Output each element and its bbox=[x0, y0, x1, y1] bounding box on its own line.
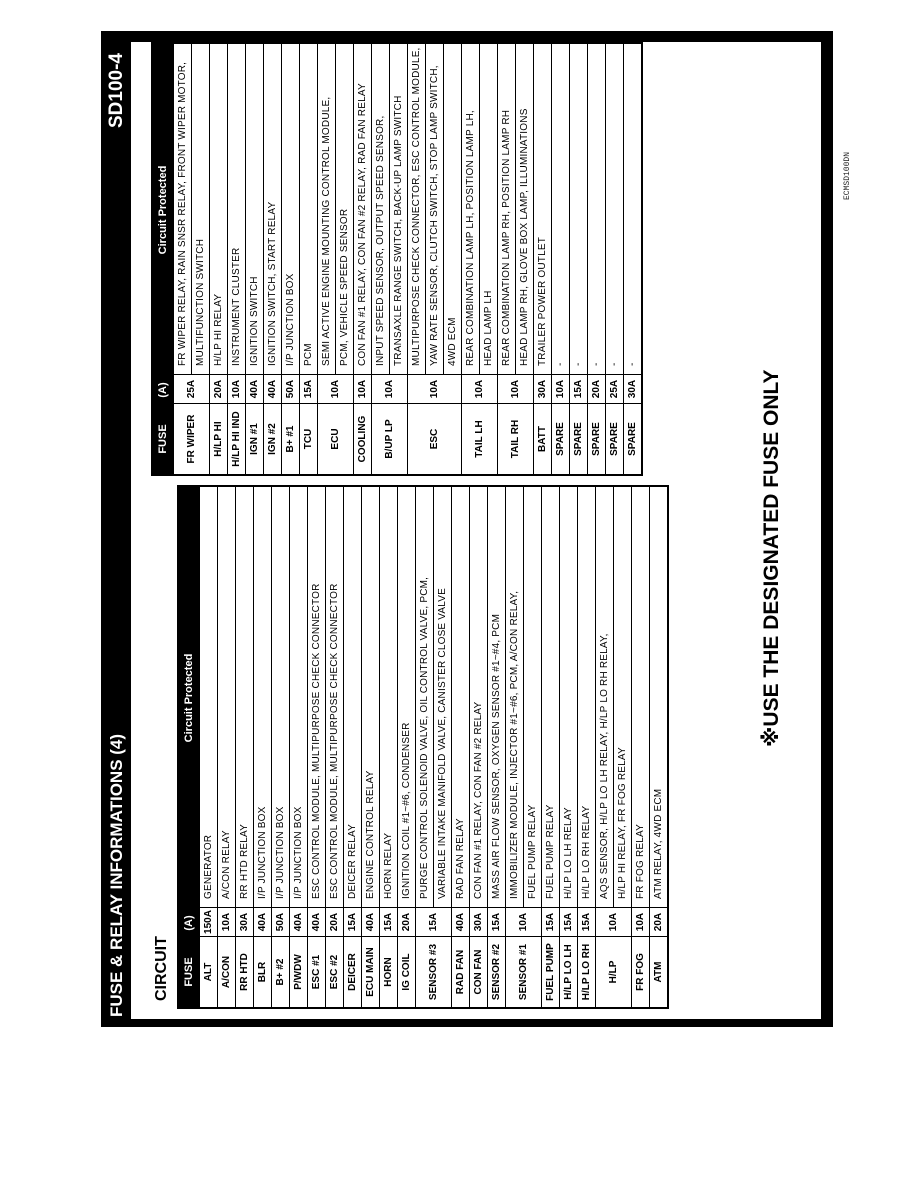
circuit-protected bbox=[408, 44, 461, 374]
fuse-amp: 10A bbox=[408, 374, 461, 403]
circuit-line: YAW RATE SENSOR, CLUTCH SWITCH, STOP LAMP SWITCH, bbox=[425, 44, 443, 374]
table-row bbox=[497, 44, 533, 474]
fuse-table-right bbox=[151, 42, 643, 476]
circuit-protected bbox=[174, 44, 209, 374]
table-row bbox=[289, 487, 307, 1007]
table-row bbox=[199, 487, 217, 1007]
fuse-name: ECU MAIN bbox=[362, 936, 379, 1007]
fuse-amp: 15A bbox=[542, 907, 559, 936]
circuit-line: - bbox=[555, 362, 566, 366]
fuse-name: RAD FAN bbox=[452, 936, 469, 1007]
fuse-name: ESC #2 bbox=[326, 936, 343, 1007]
fuse-name: ECU bbox=[318, 403, 353, 474]
header-fuse: FUSE bbox=[157, 424, 169, 454]
table-row bbox=[407, 44, 461, 474]
fuse-name: SPARE bbox=[588, 403, 605, 474]
fuse-amp: 10A bbox=[462, 374, 497, 403]
fuse-amp: 40A bbox=[246, 374, 263, 403]
fuse-amp: 20A bbox=[326, 907, 343, 936]
fuse-name: IGN #1 bbox=[246, 403, 263, 474]
circuit-line: VARIABLE INTAKE MANIFOLD VALVE, CANISTER CLOSE VALVE bbox=[433, 487, 451, 907]
table-row bbox=[541, 487, 559, 1007]
fuse-name: H/LP HI bbox=[210, 403, 227, 474]
table-row bbox=[505, 487, 541, 1007]
circuit-protected bbox=[282, 44, 299, 374]
fuse-name: SPARE bbox=[570, 403, 587, 474]
circuit-protected bbox=[308, 487, 325, 907]
circuit-protected bbox=[246, 44, 263, 374]
circuit-line: FR FOG RELAY bbox=[635, 823, 646, 899]
fuse-amp: 10A bbox=[318, 374, 353, 403]
circuit-protected bbox=[318, 44, 353, 374]
fuse-amp: 40A bbox=[308, 907, 325, 936]
circuit-line: DEICER RELAY bbox=[347, 823, 358, 899]
circuit-line: HORN RELAY bbox=[383, 832, 394, 899]
table-row bbox=[343, 487, 361, 1007]
fuse-name: ESC #1 bbox=[308, 936, 325, 1007]
fuse-amp: 15A bbox=[344, 907, 361, 936]
fuse-amp: 30A bbox=[236, 907, 253, 936]
circuit-protected bbox=[596, 487, 631, 907]
fuse-amp: 15A bbox=[380, 907, 397, 936]
circuit-protected bbox=[606, 44, 623, 374]
table-row bbox=[173, 44, 209, 474]
fuse-amp: 40A bbox=[362, 907, 379, 936]
table-row bbox=[299, 44, 317, 474]
table-row bbox=[325, 487, 343, 1007]
fuse-amp: 40A bbox=[254, 907, 271, 936]
table-row bbox=[361, 487, 379, 1007]
fuse-amp: 10A bbox=[228, 374, 245, 403]
circuit-line: GENERATOR bbox=[203, 834, 214, 899]
document-sheet bbox=[101, 31, 833, 1027]
fuse-amp: 15A bbox=[488, 907, 505, 936]
fuse-amp: 30A bbox=[624, 374, 641, 403]
circuit-line: CON FAN #1 RELAY, CON FAN #2 RELAY bbox=[473, 701, 484, 899]
fuse-name: ALT bbox=[200, 936, 217, 1007]
circuit-line: H/LP LO LH RELAY bbox=[563, 807, 574, 899]
table-header bbox=[153, 44, 173, 474]
table-row bbox=[587, 44, 605, 474]
table-row bbox=[605, 44, 623, 474]
circuit-protected bbox=[488, 487, 505, 907]
circuit-protected bbox=[380, 487, 397, 907]
table-row bbox=[217, 487, 235, 1007]
fuse-name: TAIL RH bbox=[498, 403, 533, 474]
circuit-line: IGNITION SWITCH bbox=[249, 276, 260, 366]
fuse-amp: 10A bbox=[596, 907, 631, 936]
circuit-line: I/P JUNCTION BOX bbox=[285, 273, 296, 366]
fuse-amp: 10A bbox=[218, 907, 235, 936]
header-amp: (A) bbox=[157, 382, 169, 398]
circuit-protected bbox=[344, 487, 361, 907]
circuit-line: ESC CONTROL MODULE, MULTIPURPOSE CHECK CONNECTOR bbox=[311, 583, 322, 899]
circuit-protected bbox=[534, 44, 551, 374]
fuse-name: TAIL LH bbox=[462, 403, 497, 474]
table-row bbox=[415, 487, 451, 1007]
table-row bbox=[631, 487, 649, 1007]
circuit-line: - bbox=[591, 362, 602, 366]
fuse-name: CON FAN bbox=[470, 936, 487, 1007]
fuse-name: FR FOG bbox=[632, 936, 649, 1007]
circuit-line: PCM, VEHICLE SPEED SENSOR bbox=[335, 44, 353, 374]
fuse-amp: 40A bbox=[290, 907, 307, 936]
table-row bbox=[487, 487, 505, 1007]
fuse-amp: 10A bbox=[498, 374, 533, 403]
circuit-line: IGNITION COIL #1~#6, CONDENSER bbox=[401, 722, 412, 899]
fuse-amp: 30A bbox=[534, 374, 551, 403]
header-fuse: FUSE bbox=[183, 957, 195, 987]
notice-text: ※USE THE DESIGNATED FUSE ONLY bbox=[760, 369, 783, 747]
fuse-amp: 10A bbox=[354, 374, 371, 403]
table-row bbox=[245, 44, 263, 474]
header-amp: (A) bbox=[183, 915, 195, 931]
circuit-protected bbox=[452, 487, 469, 907]
circuit-line: I/P JUNCTION BOX bbox=[275, 806, 286, 899]
circuit-protected bbox=[498, 44, 533, 374]
table-row bbox=[209, 44, 227, 474]
circuit-protected bbox=[272, 487, 289, 907]
fuse-name: SENSOR #3 bbox=[416, 936, 451, 1007]
circuit-protected bbox=[624, 44, 641, 374]
table-row bbox=[235, 487, 253, 1007]
fuse-amp: 50A bbox=[282, 374, 299, 403]
circuit-line: - bbox=[609, 362, 620, 366]
circuit-line: - bbox=[573, 362, 584, 366]
fuse-amp: 20A bbox=[588, 374, 605, 403]
fuse-name: SPARE bbox=[624, 403, 641, 474]
fuse-table-left bbox=[177, 485, 669, 1009]
table-row bbox=[569, 44, 587, 474]
table-row bbox=[271, 487, 289, 1007]
fuse-name: COOLING bbox=[354, 403, 371, 474]
circuit-line: - bbox=[627, 362, 638, 366]
table-row bbox=[281, 44, 299, 474]
circuit-line: ENGINE CONTROL RELAY bbox=[365, 770, 376, 899]
table-row bbox=[379, 487, 397, 1007]
circuit-line: MULTIPURPOSE CHECK CONNECTOR, ESC CONTROL MODULE, bbox=[411, 47, 422, 366]
table-row bbox=[559, 487, 577, 1007]
table-row bbox=[227, 44, 245, 474]
header-circuit: Circuit Protected bbox=[183, 653, 195, 743]
fuse-name: SPARE bbox=[552, 403, 569, 474]
circuit-protected bbox=[290, 487, 307, 907]
fuse-amp: 25A bbox=[606, 374, 623, 403]
table-row bbox=[623, 44, 641, 474]
fuse-amp: 20A bbox=[650, 907, 667, 936]
circuit-protected bbox=[470, 487, 487, 907]
circuit-protected bbox=[254, 487, 271, 907]
table-body-right bbox=[173, 44, 641, 474]
fuse-name: B+ #1 bbox=[282, 403, 299, 474]
circuit-line: I/P JUNCTION BOX bbox=[293, 806, 304, 899]
circuit-protected bbox=[228, 44, 245, 374]
circuit-line: PCM bbox=[303, 343, 314, 366]
circuit-line: REAR COMBINATION LAMP RH, POSITION LAMP RH bbox=[501, 109, 512, 366]
circuit-line: MULTIFUNCTION SWITCH bbox=[191, 44, 209, 374]
circuit-line: HEAD LAMP LH bbox=[479, 44, 497, 374]
table-row bbox=[595, 487, 631, 1007]
circuit-protected bbox=[588, 44, 605, 374]
circuit-line: MASS AIR FLOW SENSOR, OXYGEN SENSOR #1~#4, PCM bbox=[491, 613, 502, 899]
circuit-protected bbox=[416, 487, 451, 907]
fuse-name: B/UP LP bbox=[372, 403, 407, 474]
header-circuit: Circuit Protected bbox=[157, 165, 169, 255]
circuit-line: H/LP LO RH RELAY bbox=[581, 805, 592, 899]
table-row bbox=[397, 487, 415, 1007]
table-row bbox=[353, 44, 371, 474]
fuse-amp: 15A bbox=[578, 907, 595, 936]
fuse-amp: 150A bbox=[200, 907, 217, 936]
table-row bbox=[307, 487, 325, 1007]
fuse-name: SPARE bbox=[606, 403, 623, 474]
fuse-name: FR WIPER bbox=[174, 403, 209, 474]
circuit-protected bbox=[372, 44, 407, 374]
fuse-amp: 10A bbox=[632, 907, 649, 936]
circuit-protected bbox=[578, 487, 595, 907]
table-row bbox=[577, 487, 595, 1007]
circuit-line: TRANSAXLE RANGE SWITCH, BACK-UP LAMP SWITCH bbox=[389, 44, 407, 374]
fuse-name: FUEL PUMP bbox=[542, 936, 559, 1007]
circuit-line: HEAD LAMP RH, GLOVE BOX LAMP, ILLUMINATIONS bbox=[515, 44, 533, 374]
circuit-protected bbox=[462, 44, 497, 374]
fuse-name: B+ #2 bbox=[272, 936, 289, 1007]
fuse-name: P/WDW bbox=[290, 936, 307, 1007]
circuit-line: CON FAN #1 RELAY, CON FAN #2 RELAY, RAD FAN RELAY bbox=[357, 83, 368, 366]
fuse-name: BLR bbox=[254, 936, 271, 1007]
circuit-protected bbox=[236, 487, 253, 907]
fuse-name: TCU bbox=[300, 403, 317, 474]
circuit-line: FUEL PUMP RELAY bbox=[523, 487, 541, 907]
fuse-name: SENSOR #1 bbox=[506, 936, 541, 1007]
fuse-amp: 20A bbox=[210, 374, 227, 403]
table-row bbox=[371, 44, 407, 474]
fuse-amp: 20A bbox=[398, 907, 415, 936]
fuse-amp: 50A bbox=[272, 907, 289, 936]
circuit-protected bbox=[560, 487, 577, 907]
section-heading: CIRCUIT bbox=[153, 936, 170, 1001]
circuit-protected bbox=[506, 487, 541, 907]
fuse-name: H/LP HI IND bbox=[228, 403, 245, 474]
circuit-protected bbox=[300, 44, 317, 374]
content-panel bbox=[131, 42, 821, 1019]
circuit-line: I/P JUNCTION BOX bbox=[257, 806, 268, 899]
circuit-protected bbox=[542, 487, 559, 907]
page-code: SD100-4 bbox=[106, 53, 127, 128]
circuit-line: SEMI ACTIVE ENGINE MOUNTING CONTROL MODULE, bbox=[321, 96, 332, 366]
circuit-protected bbox=[200, 487, 217, 907]
circuit-line: FUEL PUMP RELAY bbox=[545, 804, 556, 899]
circuit-line: INPUT SPEED SENSOR, OUTPUT SPEED SENSOR, bbox=[375, 115, 386, 366]
fuse-name: SENSOR #2 bbox=[488, 936, 505, 1007]
circuit-protected bbox=[632, 487, 649, 907]
table-row bbox=[317, 44, 353, 474]
fuse-name: H/LP LO RH bbox=[578, 936, 595, 1007]
fuse-amp: 40A bbox=[264, 374, 281, 403]
side-code bbox=[843, 40, 857, 200]
circuit-line: PURGE CONTROL SOLENOID VALVE, OIL CONTROL VALVE, PCM, bbox=[419, 576, 430, 899]
circuit-protected bbox=[398, 487, 415, 907]
fuse-amp: 30A bbox=[470, 907, 487, 936]
table-row bbox=[461, 44, 497, 474]
fuse-name: IG COIL bbox=[398, 936, 415, 1007]
fuse-amp: 25A bbox=[174, 374, 209, 403]
table-row bbox=[551, 44, 569, 474]
circuit-protected bbox=[210, 44, 227, 374]
circuit-line: INSTRUMENT CLUSTER bbox=[231, 247, 242, 366]
circuit-protected bbox=[362, 487, 379, 907]
page-title: FUSE & RELAY INFORMATIONS (4) bbox=[107, 733, 126, 1017]
fuse-name: RR HTD bbox=[236, 936, 253, 1007]
fuse-amp: 15A bbox=[570, 374, 587, 403]
table-body-left bbox=[199, 487, 667, 1007]
table-row bbox=[253, 487, 271, 1007]
fuse-name: HORN bbox=[380, 936, 397, 1007]
title-bar bbox=[101, 31, 131, 1027]
table-row bbox=[263, 44, 281, 474]
table-row bbox=[649, 487, 667, 1007]
circuit-line: TRAILER POWER OUTLET bbox=[537, 236, 548, 366]
table-row bbox=[533, 44, 551, 474]
fuse-name: ESC bbox=[408, 403, 461, 474]
circuit-line: REAR COMBINATION LAMP LH, POSITION LAMP LH, bbox=[465, 110, 476, 366]
table-header bbox=[179, 487, 199, 1007]
circuit-line: ESC CONTROL MODULE, MULTIPURPOSE CHECK CONNECTOR bbox=[329, 583, 340, 899]
fuse-name: DEICER bbox=[344, 936, 361, 1007]
table-row bbox=[469, 487, 487, 1007]
circuit-protected bbox=[264, 44, 281, 374]
fuse-amp: 15A bbox=[560, 907, 577, 936]
circuit-protected bbox=[326, 487, 343, 907]
fuse-amp: 15A bbox=[300, 374, 317, 403]
circuit-protected bbox=[552, 44, 569, 374]
fuse-amp: 40A bbox=[452, 907, 469, 936]
circuit-line: H/LP HI RELAY bbox=[213, 293, 224, 366]
fuse-amp: 10A bbox=[552, 374, 569, 403]
fuse-name: ATM bbox=[650, 936, 667, 1007]
circuit-line: A/CON RELAY bbox=[221, 830, 232, 899]
fuse-amp: 10A bbox=[372, 374, 407, 403]
circuit-line: ATM RELAY, 4WD ECM bbox=[653, 788, 664, 899]
rotated-content bbox=[101, 31, 833, 1027]
circuit-line: IMMOBILIZER MODULE, INJECTOR #1~#6, PCM, A/CON RELAY, bbox=[509, 590, 520, 899]
table-row bbox=[451, 487, 469, 1007]
fuse-amp: 15A bbox=[416, 907, 451, 936]
fuse-amp: 10A bbox=[506, 907, 541, 936]
circuit-protected bbox=[218, 487, 235, 907]
circuit-line: FR WIPER RELAY, RAIN SNSR RELAY, FRONT WIPER MOTOR, bbox=[177, 61, 188, 366]
fuse-name: A/CON bbox=[218, 936, 235, 1007]
circuit-line: 4WD ECM bbox=[443, 44, 461, 374]
fuse-name: H/LP LO LH bbox=[560, 936, 577, 1007]
circuit-line: H/LP HI RELAY, FR FOG RELAY bbox=[613, 487, 631, 907]
fuse-name: BATT bbox=[534, 403, 551, 474]
fuse-name: H/LP bbox=[596, 936, 631, 1007]
circuit-line: IGNITION SWITCH, START RELAY bbox=[267, 201, 278, 366]
circuit-protected bbox=[650, 487, 667, 907]
side-code-text: ECMSD100DN bbox=[843, 151, 852, 200]
fuse-name: IGN #2 bbox=[264, 403, 281, 474]
circuit-protected bbox=[570, 44, 587, 374]
circuit-line: AQS SENSOR, H/LP LO LH RELAY, H/LP LO RH RELAY, bbox=[599, 633, 610, 899]
circuit-line: RAD FAN RELAY bbox=[455, 818, 466, 899]
circuit-protected bbox=[354, 44, 371, 374]
circuit-line: RR HTD RELAY bbox=[239, 823, 250, 899]
